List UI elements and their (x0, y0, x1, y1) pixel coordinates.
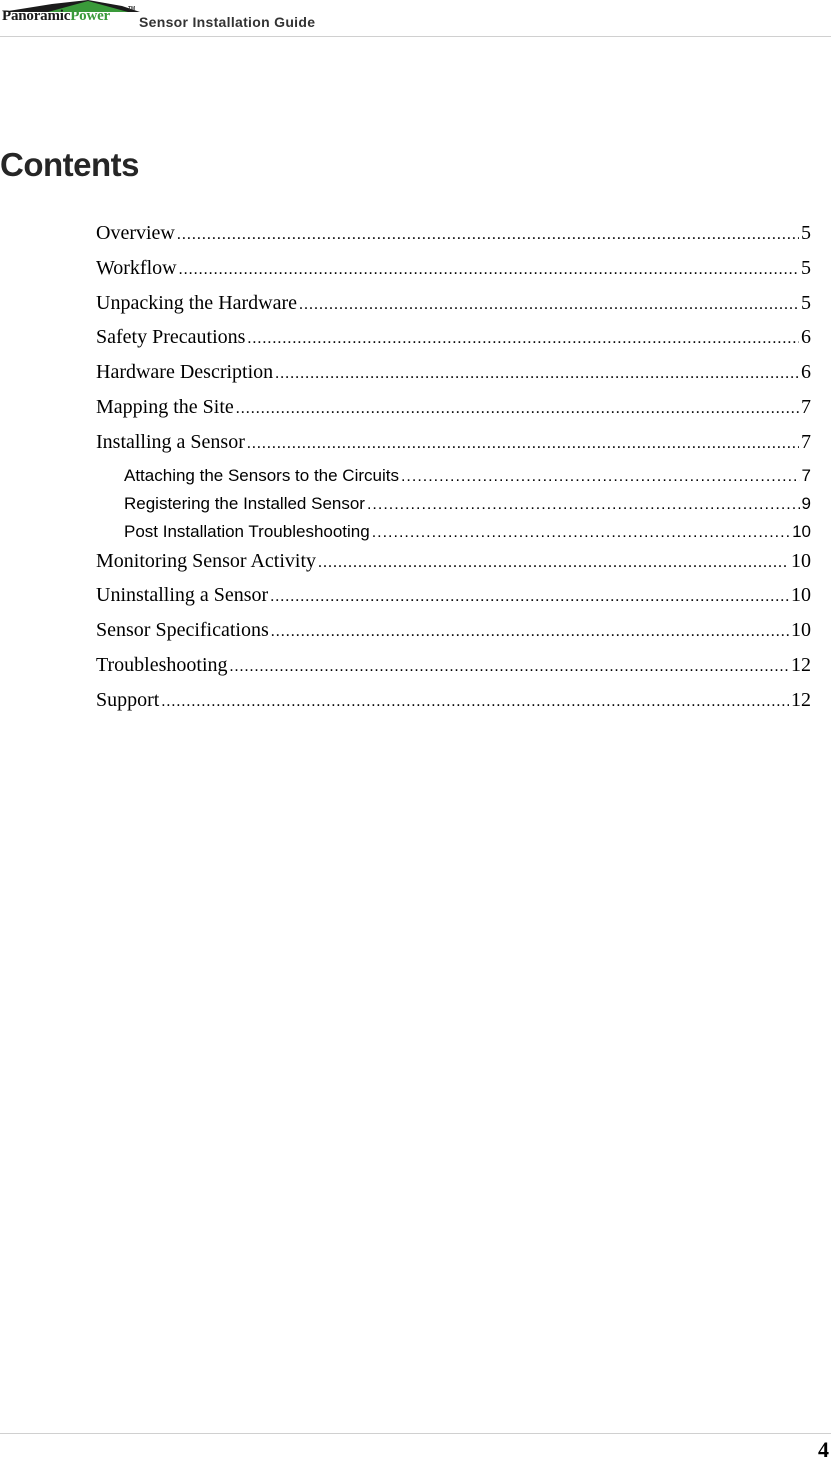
page-header (0, 0, 831, 37)
toc-entry-safety-precautions[interactable] (96, 326, 811, 361)
toc-entry-unpacking-hardware[interactable] (96, 292, 811, 327)
toc-entry-page: 6 (801, 361, 811, 384)
toc-entry-page: 10 (791, 619, 811, 642)
toc-leader-dots (367, 496, 800, 514)
toc-leader-dots (161, 693, 789, 711)
document-title: Sensor Installation Guide (139, 14, 316, 30)
toc-leader-dots (179, 261, 799, 279)
toc-entry-label: Monitoring Sensor Activity (96, 549, 316, 572)
toc-entry-page: 10 (792, 521, 811, 541)
toc-leader-dots (401, 468, 800, 486)
toc-subentry-post-installation-troubleshooting[interactable] (96, 522, 811, 550)
toc-entry-installing-sensor[interactable] (96, 431, 811, 466)
toc-entry-page: 10 (791, 549, 811, 572)
trademark-mark: TM (128, 6, 136, 12)
toc-leader-dots (299, 296, 799, 314)
toc-entry-label: Troubleshooting (96, 653, 228, 676)
toc-leader-dots (247, 330, 799, 348)
toc-entry-workflow[interactable] (96, 257, 811, 292)
toc-entry-label: Unpacking the Hardware (96, 291, 298, 314)
toc-leader-dots (236, 400, 799, 418)
toc-leader-dots (372, 524, 790, 542)
toc-entry-label: Support (96, 688, 160, 711)
toc-entry-troubleshooting[interactable] (96, 654, 811, 689)
toc-entry-page: 5 (801, 222, 811, 244)
toc-entry-label: Installing a Sensor (96, 430, 245, 453)
toc-leader-dots (318, 554, 789, 572)
logo-panoramic-text: Panoramic (2, 8, 71, 24)
toc-entry-page: 12 (791, 653, 811, 676)
panoramic-power-logo (2, 0, 142, 34)
toc-entry-uninstalling-sensor[interactable] (96, 584, 811, 619)
toc-entry-page: 9 (801, 493, 811, 513)
toc-entry-sensor-specifications[interactable] (96, 619, 811, 654)
toc-entry-page: 6 (801, 326, 811, 349)
toc-leader-dots (230, 658, 789, 676)
toc-entry-page: 12 (791, 688, 811, 711)
toc-entry-label: Post Installation Troubleshooting (124, 521, 370, 541)
toc-entry-page: 7 (801, 395, 811, 418)
toc-entry-label: Sensor Specifications (96, 619, 269, 642)
toc-entry-label: Attaching the Sensors to the Circuits (124, 465, 399, 485)
toc-entry-label: Uninstalling a Sensor (96, 584, 269, 607)
toc-leader-dots (271, 623, 789, 641)
toc-entry-label: Mapping the Site (96, 395, 234, 418)
toc-entry-label: Overview (96, 222, 175, 244)
toc-leader-dots (275, 365, 799, 383)
toc-entry-hardware-description[interactable] (96, 361, 811, 396)
toc-entry-page: 5 (801, 256, 811, 279)
toc-entry-monitoring-sensor-activity[interactable] (96, 550, 811, 585)
toc-subentry-attaching-sensors[interactable] (96, 466, 811, 494)
toc-entry-support[interactable] (96, 689, 811, 724)
table-of-contents (96, 222, 811, 724)
toc-entry-label: Registering the Installed Sensor (124, 493, 365, 513)
toc-leader-dots (177, 226, 799, 244)
toc-entry-overview[interactable] (96, 222, 811, 257)
page-footer-rule (0, 1433, 831, 1434)
toc-entry-label: Hardware Description (96, 361, 274, 384)
toc-entry-page: 7 (801, 465, 811, 485)
toc-subentry-registering-sensor[interactable] (96, 494, 811, 522)
logo-power-text: Power (70, 8, 110, 24)
page-number: 4 (818, 1437, 829, 1462)
logo-wordmark (2, 8, 110, 25)
toc-entry-mapping-site[interactable] (96, 396, 811, 431)
toc-leader-dots (270, 588, 789, 606)
toc-entry-label: Safety Precautions (96, 326, 246, 349)
toc-entry-label: Workflow (96, 256, 177, 279)
toc-entry-page: 5 (801, 291, 811, 314)
toc-leader-dots (247, 435, 799, 453)
toc-entry-page: 7 (801, 430, 811, 453)
contents-heading: Contents (0, 146, 139, 183)
toc-entry-page: 10 (791, 584, 811, 607)
